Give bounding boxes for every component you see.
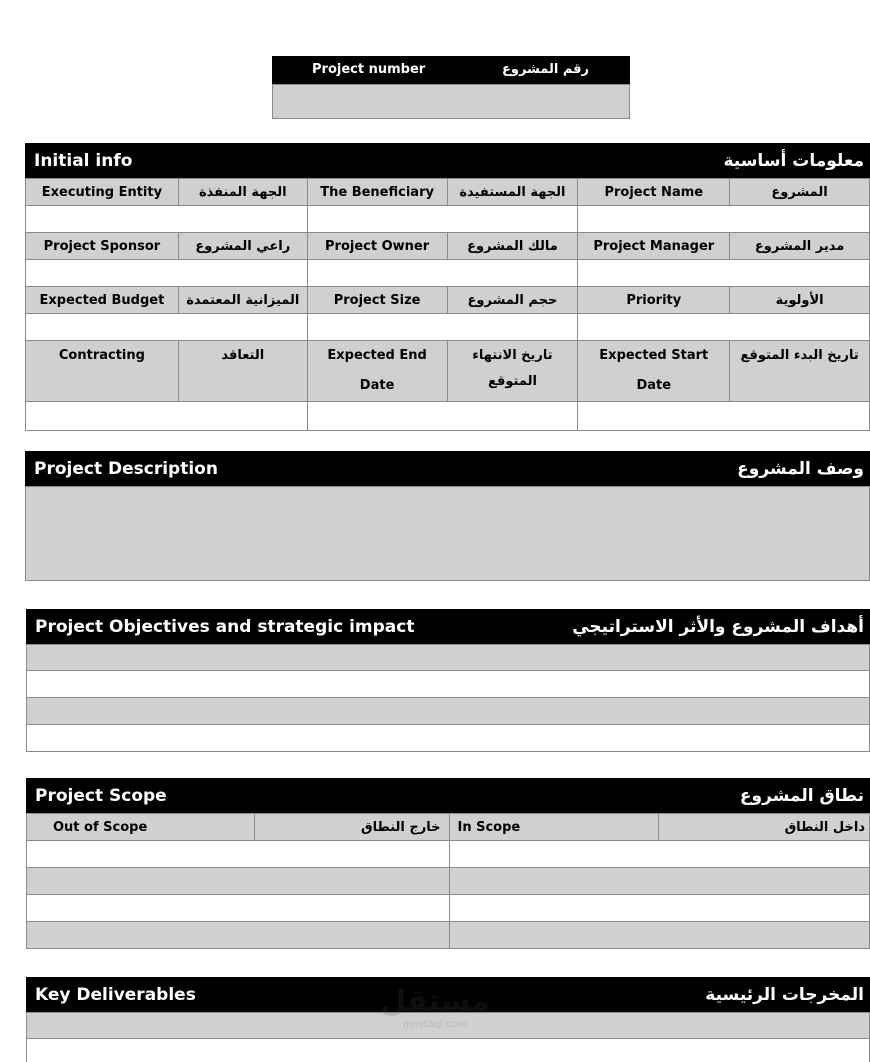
in-scope-field[interactable] — [449, 841, 870, 868]
deliverable-row[interactable] — [26, 1038, 870, 1062]
project-objectives-header — [26, 609, 870, 644]
in-scope-field[interactable] — [449, 922, 870, 949]
project-scope-header — [26, 778, 870, 813]
initial-info-label-row — [26, 179, 870, 206]
beneficiary-field[interactable] — [307, 206, 578, 233]
project-objectives-title-ar: أهداف المشروع والأثر الاستراتيجي — [572, 616, 864, 637]
priority-label: Priority — [578, 287, 730, 314]
project-objectives-title-en: Project Objectives and strategic impact — [35, 616, 415, 637]
initial-info-value-row — [26, 206, 870, 233]
project-description-field[interactable] — [25, 486, 870, 581]
project-name-label-ar: المشروع — [730, 179, 870, 206]
project-number-header — [272, 56, 630, 84]
in-scope-field[interactable] — [449, 895, 870, 922]
expected-end-date-label-ar: تاريخ الانتهاء المتوقع — [447, 341, 578, 402]
out-of-scope-field[interactable] — [27, 841, 450, 868]
project-description-title-en: Project Description — [34, 458, 218, 479]
in-scope-label: In Scope — [449, 814, 659, 841]
project-size-label-ar: حجم المشروع — [447, 287, 578, 314]
in-scope-label-ar: داخل النطاق — [659, 814, 870, 841]
project-manager-field[interactable] — [578, 260, 870, 287]
project-description-header — [25, 451, 870, 486]
beneficiary-label-ar: الجهة المستفيدة — [447, 179, 578, 206]
expected-start-date-label-ar: تاريخ البدء المتوقع — [730, 341, 870, 402]
project-scope-title-en: Project Scope — [35, 785, 167, 806]
out-of-scope-label: Out of Scope — [27, 814, 255, 841]
project-size-label: Project Size — [307, 287, 447, 314]
priority-label-ar: الأولوية — [730, 287, 870, 314]
out-of-scope-label-ar: خارج النطاق — [254, 814, 449, 841]
initial-info-label-row — [26, 341, 870, 402]
project-name-label: Project Name — [578, 179, 730, 206]
executing-entity-label-ar: الجهة المنفذة — [178, 179, 307, 206]
project-owner-label-ar: مالك المشروع — [447, 233, 578, 260]
scope-row — [27, 922, 870, 949]
project-owner-label: Project Owner — [307, 233, 447, 260]
watermark-text-ar: مستقل — [380, 984, 490, 1019]
in-scope-field[interactable] — [449, 868, 870, 895]
expected-budget-label-ar: الميزانية المعتمدة — [178, 287, 307, 314]
project-scope-table — [26, 813, 870, 949]
initial-info-label-row — [26, 287, 870, 314]
scope-row — [27, 868, 870, 895]
expected-end-date-field[interactable] — [307, 402, 578, 431]
project-size-field[interactable] — [307, 314, 578, 341]
mostaql-watermark-logo — [380, 985, 490, 1035]
objective-row[interactable] — [26, 644, 870, 671]
scope-row — [27, 841, 870, 868]
project-owner-field[interactable] — [307, 260, 578, 287]
expected-budget-field[interactable] — [26, 314, 308, 341]
expected-end-date-label: Expected End Date — [307, 341, 447, 402]
objective-row[interactable] — [26, 724, 870, 752]
initial-info-title-en: Initial info — [34, 150, 133, 171]
expected-start-date-field[interactable] — [578, 402, 870, 431]
contracting-label: Contracting — [26, 341, 179, 402]
out-of-scope-field[interactable] — [27, 895, 450, 922]
initial-info-title-ar: معلومات أساسية — [723, 150, 864, 171]
contracting-field[interactable] — [26, 402, 308, 431]
key-deliverables-title-en: Key Deliverables — [35, 984, 196, 1005]
initial-info-label-row — [26, 233, 870, 260]
project-sponsor-field[interactable] — [26, 260, 308, 287]
out-of-scope-field[interactable] — [27, 868, 450, 895]
beneficiary-label: The Beneficiary — [307, 179, 447, 206]
project-scope-title-ar: نطاق المشروع — [739, 785, 864, 806]
contracting-label-ar: التعاقد — [178, 341, 307, 402]
executing-entity-field[interactable] — [26, 206, 308, 233]
project-manager-label-ar: مدير المشروع — [730, 233, 870, 260]
project-sponsor-label-ar: راعي المشروع — [178, 233, 307, 260]
project-sponsor-label: Project Sponsor — [26, 233, 179, 260]
project-number-label-en: Project number — [312, 62, 426, 77]
project-number-label-ar: رقم المشروع — [502, 62, 590, 77]
out-of-scope-field[interactable] — [27, 922, 450, 949]
executing-entity-label: Executing Entity — [26, 179, 179, 206]
expected-budget-label: Expected Budget — [26, 287, 179, 314]
expected-start-date-label: Expected Start Date — [578, 341, 730, 402]
initial-info-value-row — [26, 260, 870, 287]
scope-label-row — [27, 814, 870, 841]
initial-info-value-row — [26, 402, 870, 431]
scope-row — [27, 895, 870, 922]
initial-info-header — [25, 143, 870, 178]
priority-field[interactable] — [578, 314, 870, 341]
project-description-title-ar: وصف المشروع — [737, 458, 864, 479]
project-name-field[interactable] — [578, 206, 870, 233]
initial-info-value-row — [26, 314, 870, 341]
initial-info-table — [25, 178, 870, 431]
objective-row[interactable] — [26, 670, 870, 698]
objective-row[interactable] — [26, 697, 870, 725]
project-manager-label: Project Manager — [578, 233, 730, 260]
project-number-field[interactable] — [272, 84, 630, 119]
key-deliverables-title-ar: المخرجات الرئيسية — [705, 984, 864, 1005]
watermark-text-en: mostaql.com — [402, 1019, 468, 1030]
